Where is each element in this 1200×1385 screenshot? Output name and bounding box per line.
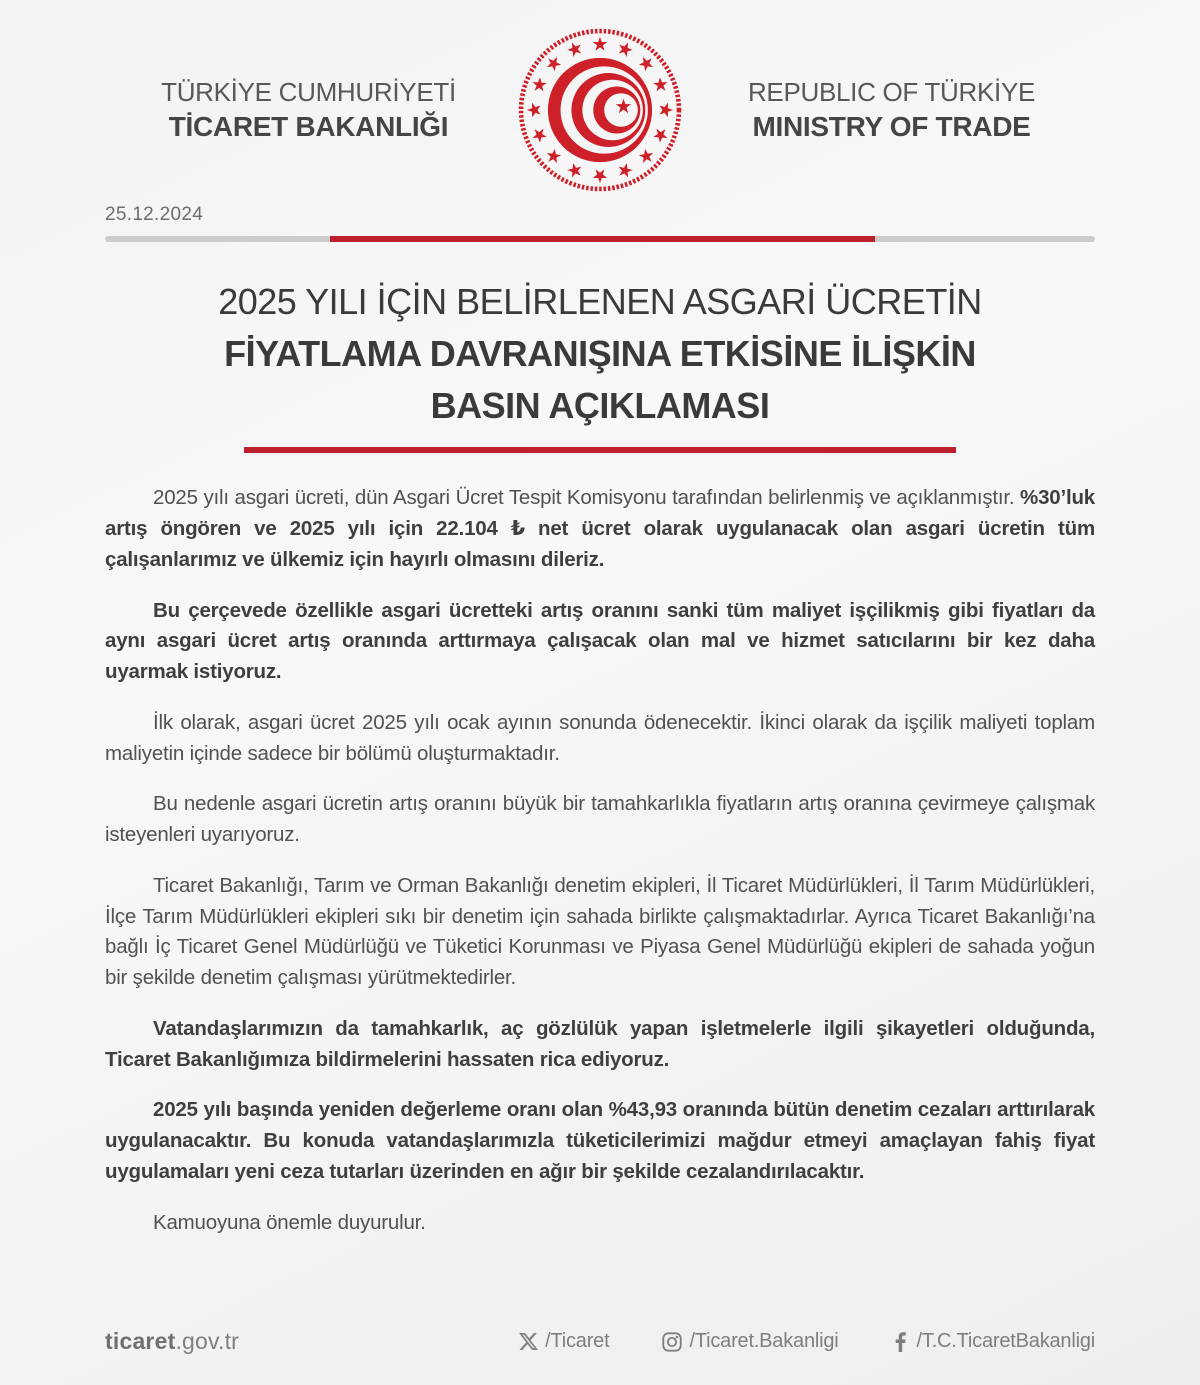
paragraph-1-regular: 2025 yılı asgari ücreti, dün Asgari Ücret Tespit Komisyonu tarafından belirlenmiş ve açıklanmıştır.: [153, 486, 1021, 510]
title-line-2: FİYATLAMA DAVRANIŞINA ETKİSİNE İLİŞKİN: [224, 332, 976, 374]
org-turkish-line1: TÜRKİYE CUMHURİYETİ: [161, 77, 456, 107]
date: 25.12.2024: [105, 204, 204, 225]
press-release-title: [105, 276, 1095, 453]
org-name-english: [688, 77, 1095, 143]
org-name-turkish: [105, 77, 512, 143]
title-line-3: BASIN AÇIKLAMASI: [430, 384, 770, 426]
facebook-icon: [891, 1332, 911, 1352]
paragraph-2: Bu çerçevede özellikle asgari ücretteki artış oranını sanki tüm maliyet işçilikmiş gibi fiyatları da aynı asgari ücret artış oranında arttırmaya çalışacak olan mal ve hizmet satıcılarını bir kez daha uyarmak istiyoruz.: [105, 598, 1095, 684]
ministry-of-trade-emblem-icon: [512, 26, 688, 194]
header-divider: [105, 236, 1095, 242]
paragraph-1-bold: %30’luk artış öngören ve 2025 yılı için 22.104 ₺ net ücret olarak uygulanacak olan asgari ücretin tüm çalışanlarımız ve ülkemiz için hayırlı olmasını dileriz.: [105, 486, 1095, 571]
social-item-facebook: [891, 1330, 1095, 1353]
x-icon: [518, 1331, 539, 1352]
paragraph-6: Vatandaşlarımızın da tamahkarlık, aç gözlülük yapan işletmelerle ilgili şikayetleri olduğunda, Ticaret Bakanlığımıza bildirmelerini hassaten rica ediyoruz.: [105, 1016, 1095, 1071]
title-underline: [244, 447, 956, 453]
social-handle-instagram: /Ticaret.Bakanligi: [689, 1330, 839, 1352]
social-item-instagram: [661, 1330, 838, 1353]
header: [105, 0, 1095, 194]
social-handle-x: /Ticaret: [545, 1330, 610, 1352]
press-release-body: [105, 483, 1095, 1238]
org-turkish-line2: TİCARET BAKANLIĞI: [168, 111, 449, 142]
org-english-line2: MINISTRY OF TRADE: [752, 111, 1031, 142]
org-english-line1: REPUBLIC OF TÜRKİYE: [747, 77, 1036, 107]
website-url-rest: .gov.tr: [175, 1328, 240, 1354]
paragraph-3: İlk olarak, asgari ücret 2025 yılı ocak ayının sonunda ödenecektir. İkinci olarak da işçilik maliyeti toplam maliyetin içinde sadece bir bölümü oluşturmaktadır.: [105, 710, 1095, 765]
paragraph-8: Kamuoyuna önemle duyurulur.: [153, 1210, 426, 1234]
website-url-bold: ticaret: [105, 1328, 176, 1354]
footer: [0, 1328, 1200, 1355]
social-handle-facebook: /T.C.TicaretBakanligi: [916, 1330, 1095, 1352]
paragraph-5: Ticaret Bakanlığı, Tarım ve Orman Bakanlığı denetim ekipleri, İl Ticaret Müdürlükleri, İl Tarım Müdürlükleri, İlçe Tarım Müdürlükleri ekipleri sıkı bir denetim için sahada birlikte çalışmaktadırlar. Ayrıca Ticaret Bakanlığı’na bağlı İç Ticaret Genel Müdürlüğü ve Tüketici Korunması ve Piyasa Genel Müdürlüğü ekipleri de sahada yoğun bir şekilde denetim çalışması yürütmektedirler.: [105, 873, 1095, 990]
paragraph-1: [105, 483, 1095, 575]
title-line-1: 2025 YILI İÇİN BELİRLENEN ASGARİ ÜCRETİN: [218, 281, 982, 322]
social-links: [518, 1330, 1095, 1353]
instagram-icon: [661, 1331, 683, 1353]
social-item-x: [518, 1330, 609, 1353]
paragraph-7: 2025 yılı başında yeniden değerleme oranı olan %43,93 oranında bütün denetim cezaları arttırılarak uygulanacaktır. Bu konuda vatandaşlarımızla tüketicilerimizi mağdur etmeyi amaçlayan fahiş fiyat uygulamaları yeni ceza tutarları üzerinden en ağır bir şekilde cezalandırılacaktır.: [105, 1098, 1095, 1183]
paragraph-4: Bu nedenle asgari ücretin artış oranını büyük bir tamahkarlıkla fiyatların artış oranına çevirmeye çalışmak isteyenleri uyarıyoruz.: [105, 792, 1095, 847]
header-divider-red-segment: [330, 236, 875, 242]
website-url: [105, 1328, 239, 1355]
